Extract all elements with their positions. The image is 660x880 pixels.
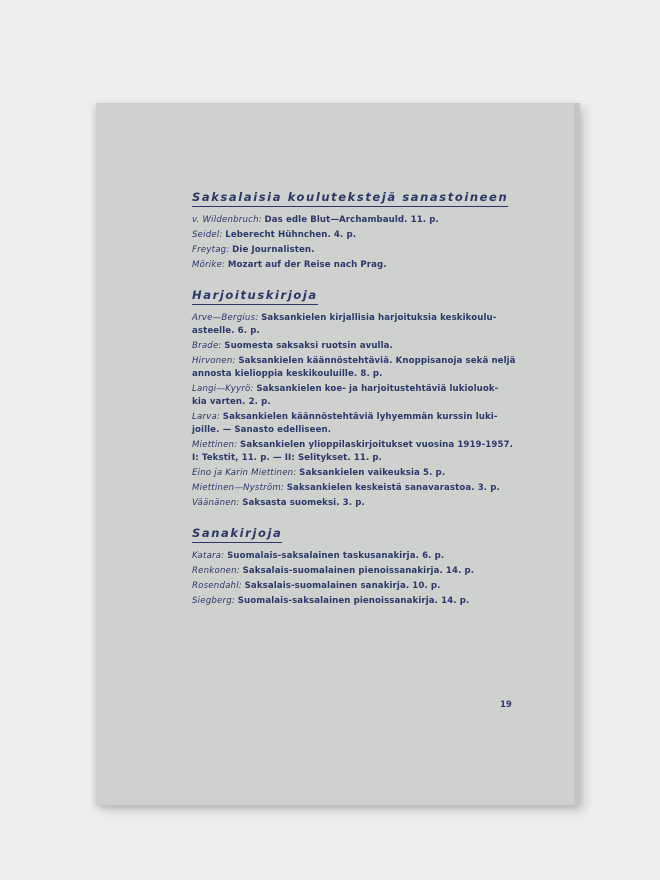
book-title: Saksankielen koe- ja harjoitustehtäviä lukioluok- [256, 384, 499, 394]
list-item [192, 580, 532, 593]
section-title: Harjoituskirjoja [192, 288, 532, 302]
author: Seidel: [192, 230, 223, 240]
page-number: 19 [500, 700, 512, 710]
book-title: Suomesta saksaksi ruotsin avulla. [224, 341, 393, 351]
book-title: Saksasta suomeksi. 3. p. [242, 498, 365, 508]
list-item [192, 411, 532, 437]
author: Mörike: [192, 260, 226, 270]
book-title: Saksankielen käännöstehtäviä. Knoppisanoja sekä neljä [238, 356, 516, 366]
list-item [192, 595, 532, 608]
book-title: Die Journalisten. [232, 245, 315, 255]
author: Rosendahl: [192, 581, 242, 591]
book-title-cont: asteelle. 6. p. [192, 326, 260, 336]
book-title: Saksankielen keskeistä sanavarastoa. 3. p. [286, 483, 500, 493]
book-back-cover [96, 103, 580, 805]
section-exercise-books [192, 288, 532, 510]
list-item [192, 565, 532, 578]
author: Katara: [192, 551, 225, 561]
author: Brade: [192, 341, 222, 351]
book-title: Saksankielen ylioppilaskirjoitukset vuosina 1919-1957. [240, 440, 513, 450]
section-textbooks [192, 190, 532, 272]
author: v. Wildenbruch: [192, 215, 262, 225]
list-item [192, 467, 532, 480]
author: Renkonen: [192, 566, 240, 576]
book-title: Saksankielen käännöstehtäviä lyhyemmän kurssin luki- [222, 412, 498, 422]
list-item [192, 550, 532, 563]
book-title-cont: I: Tekstit, 11. p. — II: Selitykset. 11. p. [192, 453, 383, 463]
section-dictionaries [192, 526, 532, 608]
list-item [192, 340, 532, 353]
book-list [192, 190, 532, 624]
author: Miettinen: [192, 440, 238, 450]
book-title: Mozart auf der Reise nach Prag. [227, 260, 387, 270]
list-item [192, 355, 532, 381]
section-title: Saksalaisia koulutekstejä sanastoineen [192, 190, 532, 204]
list-item [192, 229, 532, 242]
author: Arve—Bergius: [192, 313, 259, 323]
list-item [192, 439, 532, 465]
author: Hirvonen: [192, 356, 236, 366]
book-title: Saksankielen kirjallisia harjoituksia keskikoulu- [261, 313, 497, 323]
book-title-cont: kia varten. 2. p. [192, 397, 271, 407]
list-item [192, 383, 532, 409]
author: Miettinen—Nyström: [192, 483, 285, 493]
author: Eino ja Karin Miettinen: [192, 468, 297, 478]
book-title: Das edle Blut—Archambauld. 11. p. [264, 215, 439, 225]
book-title: Suomalais-saksalainen taskusanakirja. 6. p. [227, 551, 445, 561]
book-title-cont: joille. — Sanasto edelliseen. [192, 425, 332, 435]
list-item [192, 259, 532, 272]
book-title: Saksalais-suomalainen pienoissanakirja. 14. p. [242, 566, 475, 576]
list-item [192, 497, 532, 510]
book-title: Saksankielen vaikeuksia 5. p. [299, 468, 446, 478]
book-title-cont: annosta kielioppia keskikouluille. 8. p. [192, 369, 383, 379]
list-item [192, 482, 532, 495]
list-item [192, 312, 532, 338]
author: Freytag: [192, 245, 230, 255]
list-item [192, 244, 532, 257]
book-title: Saksalais-suomalainen sanakirja. 10. p. [244, 581, 441, 591]
list-item [192, 214, 532, 227]
book-title: Leberecht Hühnchen. 4. p. [225, 230, 357, 240]
author: Langi—Kyyrö: [192, 384, 254, 394]
author: Väänänen: [192, 498, 240, 508]
author: Siegberg: [192, 596, 236, 606]
author: Larva: [192, 412, 221, 422]
book-title: Suomalais-saksalainen pienoissanakirja. 14. p. [237, 596, 470, 606]
section-title: Sanakirjoja [192, 526, 532, 540]
